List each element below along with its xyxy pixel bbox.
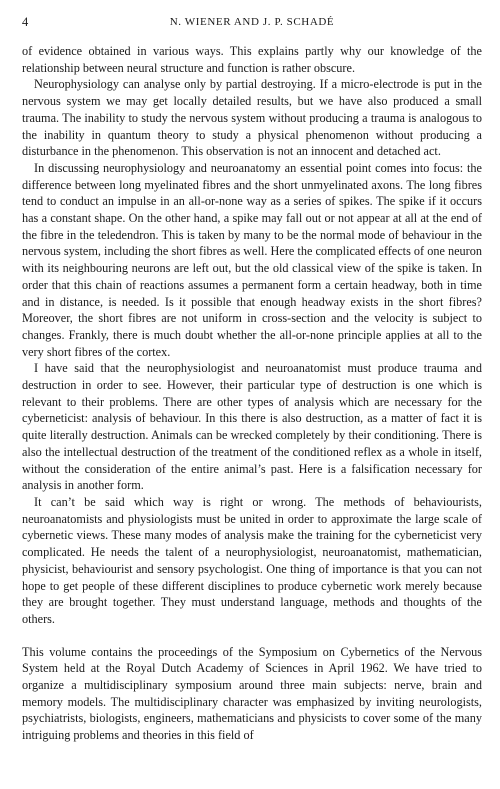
running-head: N. WIENER AND J. P. SCHADÉ <box>169 16 335 28</box>
body-text <box>22 43 482 744</box>
page-header <box>22 12 482 32</box>
paragraph-neurophysiology: Neurophysiology can analyse only by partial destroying. If a micro-electrode is put in the nervous system we may get locally detailed results, but we have also produced a small trauma. The inability to study the nervous system without producing a trauma is analogous to the inability in quantum theory to study a physical phenomenon without producing a disturbance in the phenomenon. This observation is not an innocent and detached act. <box>22 77 482 159</box>
paragraph-continuation: of evidence obtained in various ways. This explains partly why our knowledge of the relationship between neural structure and function is rather obscure. <box>22 44 482 75</box>
document-page <box>22 12 482 744</box>
page-number: 4 <box>22 15 29 29</box>
section-gap <box>22 628 482 644</box>
paragraph-destruction: I have said that the neurophysiologist and neuroanatomist must produce trauma and destruction in order to see. However, their particular type of destruction is one which is relevant to their problems. There are other types of analysis which are necessary for the cyberneticist: analysis of behaviour. In this there is also destruction, as a matter of fact it is quite literally destruction. Animals can be wrecked completely by their conditioning. There is also the intellectual destruction of the treatment of the conditioned reflex as a whole in itself, without the consideration of the entire animal’s past. Here is a falsification necessary for analysis in another form. <box>22 361 482 493</box>
paragraph-volume: This volume contains the proceedings of the Symposium on Cybernetics of the Nervous System held at the Royal Dutch Academy of Sciences in April 1962. We have tried to organize a multidisciplinary symposium around three main subjects: nerve, brain and memory models. The multidisciplinary character was emphasized by inviting neurologists, psychiatrists, biologists, engineers, mathematicians and physicists to cover some of the many intriguing problems and theories in this field of <box>22 644 482 743</box>
paragraph-methods: It can’t be said which way is right or wrong. The methods of behaviourists, neuroanatomists and physiologists must be united in order to approximate the large scale of cybernetic views. These many modes of analysis make the training for the cyberneticist very complicated. He needs the talent of a neurophysiologist, neuroanatomist, mathematician, physicist, behaviourist and sensory psychologist. One thing of importance is that you can not hope to get people of these different disciplines to produce cybernetic work merely because they are brought together. They must understand language, methods and thoughts of the others. <box>22 494 482 626</box>
paragraph-fibres: In discussing neurophysiology and neuroanatomy an essential point comes into focus: the difference between long myelinated fibres and the short unmyelinated axons. The long fibres tend to conduct an impulse in an all-or-none way as a series of spikes. The spike if it occurs has a constant shape. On the other hand, a spike may fall out or not appear at all at the end of the fibre in the teledendron. This is taken by many to be the normal mode of behaviour in the nervous system, including the short fibres as well. Here the complicated effects of one neuron with its neighbouring neurons are left out, but the old classical view of the spike is taken. In order that this chain of reactions assumes a permanent form a certain headway, both in time and in distance, is needed. Is it possible that enough headway exists in the short fibres? Moreover, the short fibres are not uniform in cross-section and the velocity is subject to changes. Frankly, there is much doubt whether the all-or-none principle applies at all to the very short fibres of the cortex. <box>22 160 482 359</box>
